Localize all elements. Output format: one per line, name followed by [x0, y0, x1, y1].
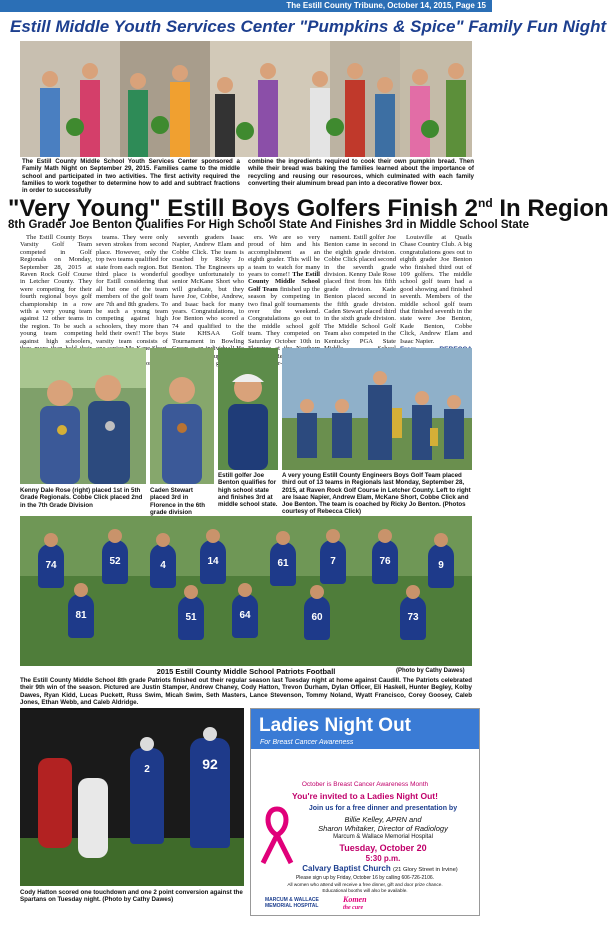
jersey-number: 76 — [379, 556, 391, 567]
player-head — [44, 533, 58, 547]
golf-photo-kenny-cobbe — [20, 348, 146, 484]
ad-line-2: You're invited to a Ladies Night Out! — [292, 791, 438, 801]
football-caption: The Estill County Middle School 8th grade Patriots finished out their regular season last Tuesday night at home against Caudill. The Patriots celebrated their 9th win of the season. Pictured are Justin Stamper, Andrew Chaney, Cody Hatton, Trevon Durham, Dylan Officer, Eli Haskell, Hunter Begley, Kolby Dawes, Ryan Kidd, Lucas Puckett, Russ Swim, Micah Swim, Seth Masters, Lance Stevenson, Tommy Noland, Wyatt Francisco, Corey Goosey, Caleb Jones, Ethan Webb, and Caleb Aldridge. — [20, 677, 472, 706]
ad-venue: Calvary Baptist Church — [302, 864, 391, 873]
golf-headline-sup: nd — [478, 196, 493, 210]
player-back-1 — [38, 544, 64, 588]
komen-logo-line-2: the cure — [343, 905, 364, 911]
ad-subtitle: For Breast Cancer Awareness — [260, 739, 354, 746]
ad-line-3: Join us for a free dinner and presentation by — [308, 805, 458, 812]
golf-article-col-5-text: nament. Estill golfer Joe Benton came in second in the eighth grade division. Cobbe Click placed second in the seventh grade division. Kenny Dale Rose placed first from his fifth grade division. Kade Benton placed second in the fifth grade division. Caden Stewart placed third in the sixth grade division. The Middle School Golf Team also competed in the Kentucky PGA State — [324, 234, 396, 345]
ad-line-1: October is Breast Cancer Awareness Month — [301, 781, 429, 788]
action-player-2 — [190, 738, 230, 848]
golf-caption-team: A very young Estill County Engineers Boys Golf Team placed third out of 13 teams in Regionals last Monday, September 28, 2015, at Raven Rock Golf Course in Letcher County. Left to right are Isaac Napier, Andrew Elam, McKane Short, Cobbe Click and Joe Benton. The team is coached by Ricky Jo Benton. (Photos courtesy of Rebecca Click) — [282, 472, 471, 516]
golf-photo-caden — [150, 348, 214, 484]
golf-article-col-3 — [172, 234, 244, 345]
golf-article-col-4-text: ers. We are so very proud of him and his accomplishment as an eighth grader. This will be a team to watch for many years to come!! The Estill County Middle School Golf Team finished up the season by competing in two final golf tournaments over the weekend. Congratulations go out to the middle school golf team. They competed on Saturday October 10th in — [248, 234, 320, 345]
player-back-2 — [102, 540, 128, 584]
player-back-4 — [200, 540, 226, 584]
jersey-number: 51 — [185, 612, 197, 623]
hospital-logo-line-2: MEMORIAL HOSPITAL — [265, 903, 319, 909]
page-header-text: The Estill County Tribune, October 14, 2015, Page 15 — [286, 1, 486, 10]
player-back-8 — [428, 544, 454, 588]
golf-subheadline: 8th Grader Joe Benton Qualifies For High School State And Finishes 3rd in Middle School State — [8, 219, 529, 231]
golf-article-col-6 — [400, 234, 472, 345]
jersey-number: 74 — [45, 560, 57, 571]
ad-line-7: Tuesday, October 20 — [339, 843, 427, 853]
ad-line-4: Billie Kelley, APRN and — [344, 815, 422, 824]
action-opponent — [78, 778, 108, 858]
player-back-7 — [372, 540, 398, 584]
player-head — [206, 529, 220, 543]
golf-article-col-1 — [20, 234, 92, 345]
ad-line-11: All women who attend will receive a free dinner, gift and door prize chance. — [287, 882, 443, 887]
golf-article-col-4 — [248, 234, 320, 345]
player-head — [156, 533, 170, 547]
football-action-caption: Cody Hatton scored one touchdown and one 2 point conversion against the Spartans on Tuesday night. (Photo by Cathy Dawes) — [20, 889, 243, 904]
player-mid-4 — [304, 596, 330, 640]
action-opponent — [38, 758, 72, 848]
ad-line-10: Please sign up by Friday, October 16 by calling 606-726-2106. — [295, 875, 435, 881]
player-head — [74, 583, 88, 597]
player-head — [434, 533, 448, 547]
golf-article-col-6-text: Louisville at Quails Chase Country Club. A big congratulations goes out to eighth grader Joe Benton who finished third out of 109 golfers. The middle school golf team had a good showing and finished seventh. Members of the middle school golf team that finished seventh in the state were Joe Benton, Kade Benton, Cobbe Click, Andrew Elam and Isaac Napier. — [400, 234, 472, 345]
football-team-photo — [20, 516, 472, 666]
player-head — [326, 529, 340, 543]
player-head — [310, 585, 324, 599]
player-head — [276, 531, 290, 545]
jersey-number: 60 — [311, 612, 323, 623]
golf-photo-team — [282, 348, 472, 470]
jersey-number: 64 — [239, 610, 251, 621]
jersey-number: 14 — [207, 556, 219, 567]
jersey-number: 52 — [109, 556, 121, 567]
golf-headline-a: "Very Young" Estill Boys Golfers Finish 2 — [8, 195, 478, 222]
player-mid-1 — [68, 594, 94, 638]
komen-logo — [343, 896, 367, 912]
ad-line-12: Educational booths will also be available. — [322, 888, 408, 893]
player-head — [108, 529, 122, 543]
player-back-3 — [150, 544, 176, 588]
ladies-night-ad — [250, 708, 480, 916]
golf-article-col-2-text: teams. They were only seven strokes from second place. However, only the top two teams qualified for state from each region. But third place is wonderful for Estill considering that all but one of the team members of the golf team are 7th and 8th graders. To be such a young team competing against high schoolers, they more than held their own!! The boys varsity team consists of — [96, 234, 168, 345]
football-photo-credit: (Photo by Cathy Dawes) — [396, 668, 465, 674]
player-head — [238, 583, 252, 597]
player-back-5 — [270, 542, 296, 586]
ad-title: Ladies Night Out — [259, 715, 411, 736]
golf-article-col-1-text: The Estill County Boys Varsity Golf Team competed in Golf Regionals on Monday, September 28, 2015 at Raven Rock Golf Course in Letcher County. They were competing for their fourth regional boys golf championship in a row with a very young team against 12 other teams in the region. To be such a young team competing against high schoolers, — [20, 234, 92, 345]
player-head — [406, 585, 420, 599]
ad-line-5: Sharon Whitaker, Director of Radiology — [318, 824, 448, 833]
family-night-caption-right: combine the ingredients required to cook their own pumpkin bread. Then while their bread was baking the families learned about the importance of recycling and reusing our resources, which culminated with each family converting their aluminum bread pan into a decorative flower box. — [248, 158, 474, 187]
ad-line-8: 5:30 p.m. — [365, 854, 401, 863]
golf-article-bold-lead: The Estill County Middle School Golf Team — [248, 271, 320, 293]
jersey-number: 4 — [160, 560, 166, 571]
hospital-logo-line-1: MARCUM & WALLACE — [265, 897, 319, 903]
action-player-1 — [130, 748, 164, 844]
player-head — [203, 727, 217, 741]
golf-headline-b: In Region — [492, 195, 609, 222]
ad-line-9 — [281, 864, 479, 873]
jersey-number: 92 — [202, 756, 218, 772]
jersey-number: 2 — [144, 764, 150, 775]
player-head — [140, 737, 154, 751]
page-header-bar — [0, 0, 492, 12]
football-photo-title: 2015 Estill County Middle School Patriots Football — [156, 667, 336, 676]
golf-caption-joe: Estill golfer Joe Benton qualifies for high school state and finishes 3rd at middle school state. — [218, 472, 278, 509]
player-head — [378, 529, 392, 543]
jersey-number: 9 — [438, 560, 444, 571]
player-mid-2 — [178, 596, 204, 640]
golf-article-col-2 — [96, 234, 168, 345]
football-photo-background — [20, 516, 472, 576]
jersey-number: 7 — [330, 556, 336, 567]
jersey-number: 73 — [407, 612, 419, 623]
family-night-photo — [20, 41, 472, 157]
golf-article-col-5 — [324, 234, 396, 345]
family-night-headline: Estill Middle Youth Services Center "Pumpkins & Spice" Family Fun Night — [10, 17, 607, 36]
ad-venue-address: (21 Glory Street in Irvine) — [392, 867, 458, 873]
player-mid-3 — [232, 594, 258, 638]
ad-line-6: Marcum & Wallace Memorial Hospital — [333, 834, 433, 840]
jersey-number: 61 — [277, 558, 289, 569]
player-mid-5 — [400, 596, 426, 640]
golf-caption-caden: Caden Stewart placed 3rd in Florence in the 6th grade division — [150, 487, 206, 516]
golf-article-col-3-text: seventh graders Isaac Napier, Andrew Elam and Cobbe Click. The team is coached by Ricky Jo Benton. The Engineers up goodbye unfortunately to senior McKane Short who will graduate, but they have Joe, Cobbe, Andrew, and Isaac back for many years. Congratulations, to Joe Benton who scored a 74 and qualified to the State KHSAA Golf Tournament in Bowling — [172, 234, 244, 345]
golf-photo-joe — [218, 348, 278, 470]
hospital-logo — [265, 897, 319, 909]
komen-logo-line-1: Komen — [343, 895, 367, 904]
golf-caption-kenny-cobbe: Kenny Dale Rose (right) placed 1st in 5th Grade Regionals. Cobbe Click placed 2nd in the 7th Grade Division — [20, 487, 143, 509]
player-head — [184, 585, 198, 599]
football-action-photo — [20, 708, 244, 886]
jersey-number: 81 — [75, 610, 87, 621]
player-back-6 — [320, 540, 346, 584]
family-night-caption-left: The Estill County Middle School Youth Services Center sponsored a Family Math Night on September 29, 2015. Families came to the middle school and participated in two activities. The first activity required the families to work together to determine how to add and subtract fractions in order to successfully — [22, 158, 240, 195]
